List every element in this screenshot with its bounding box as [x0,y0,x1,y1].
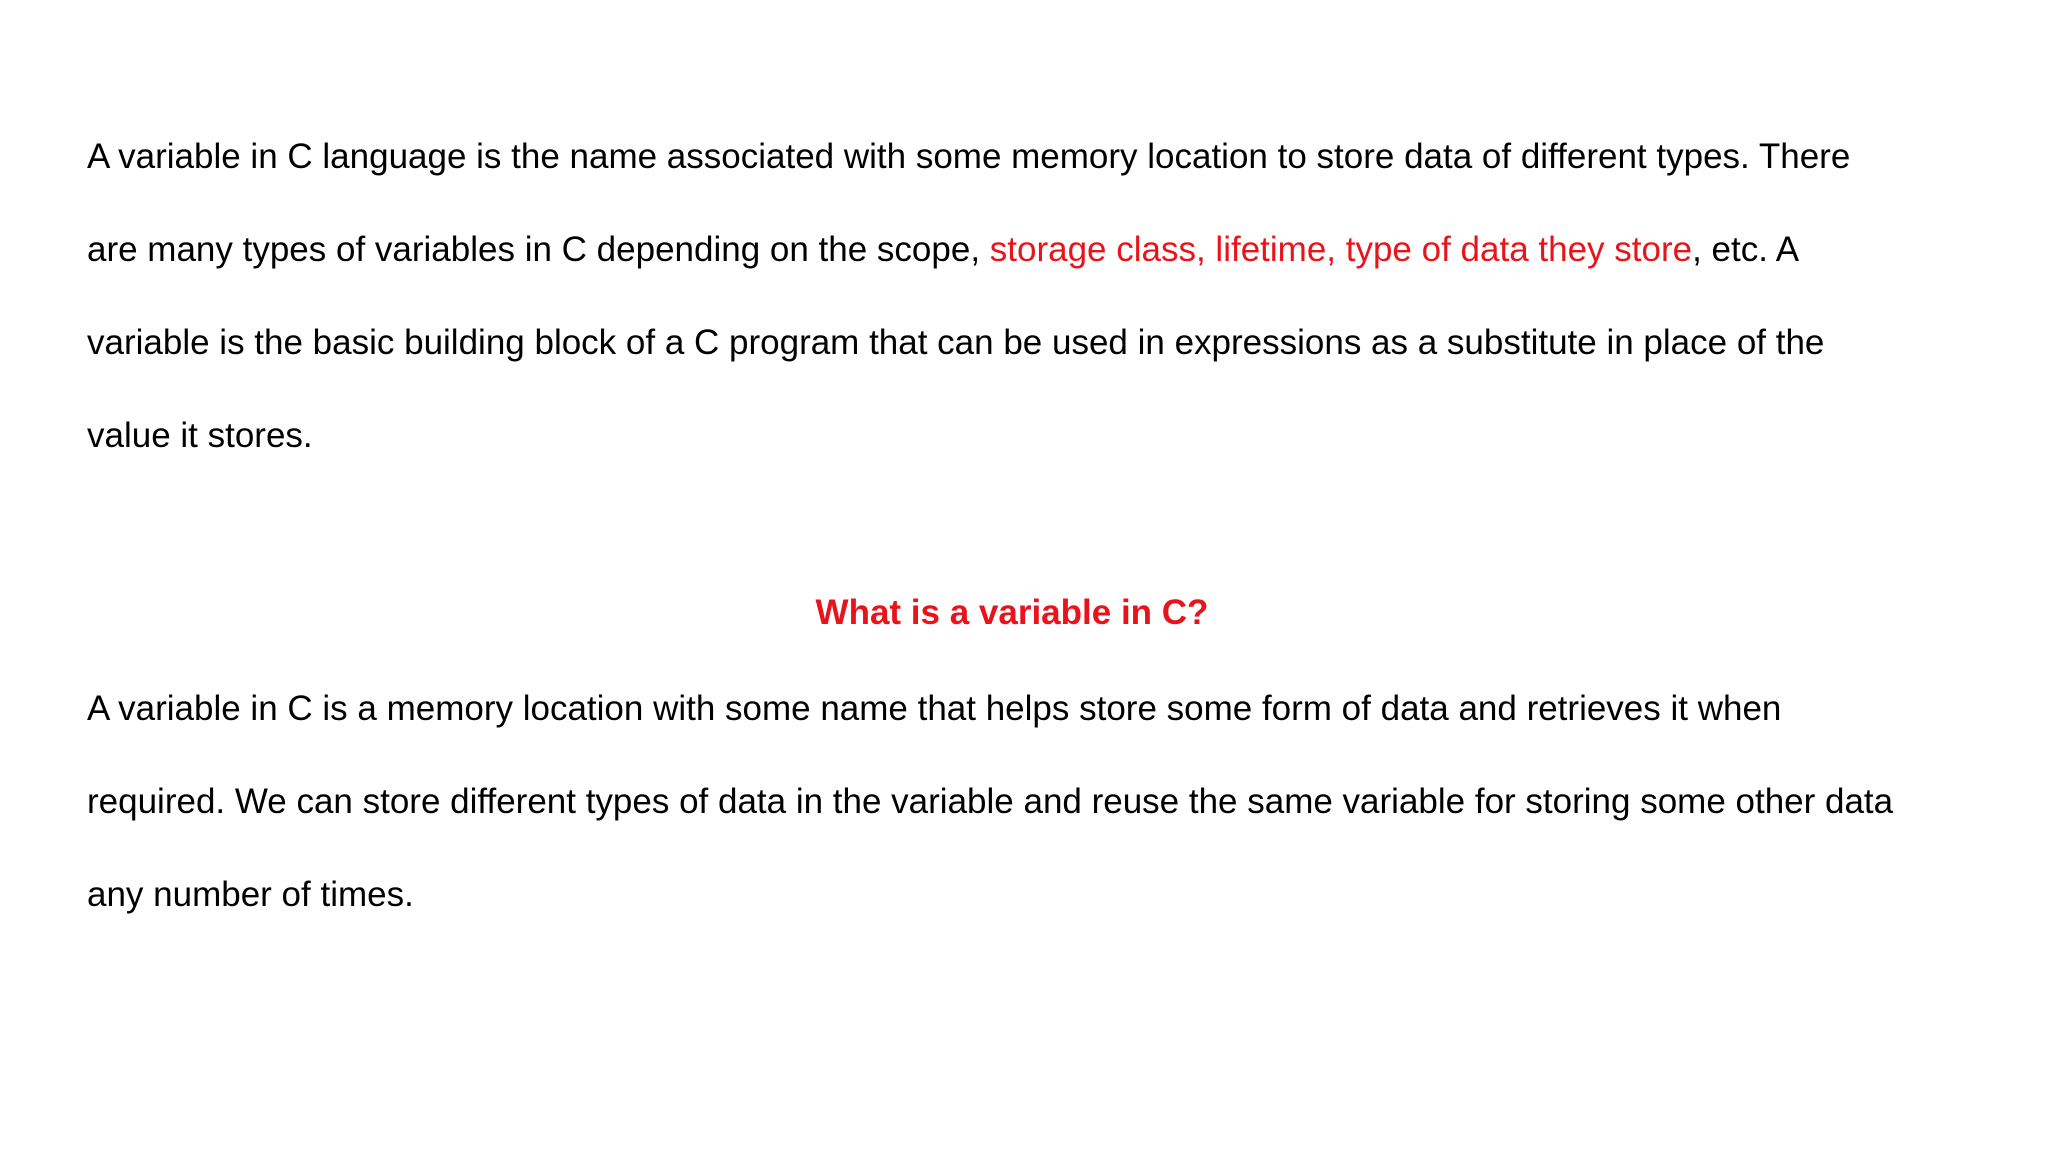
intro-line-3: variable is the basic building block of a C program that can be used in expressions as a substitute in place of the [87,323,1825,362]
intro-line-4: value it stores. [87,416,313,455]
section-heading: What is a variable in C? [815,593,1209,632]
intro-line-2-end: , etc. A [1692,230,1800,269]
highlighted-text: storage class, lifetime, type of data they store [989,230,1693,269]
definition-line-2: required. We can store different types of data in the variable and reuse the same variable for storing some other data [87,782,1894,821]
intro-paragraph [87,110,1987,482]
definition-paragraph [87,662,1987,941]
intro-line-1: A variable in C language is the name associated with some memory location to store data of different types. There [87,137,1851,176]
intro-line-2-start: are many types of variables in C depending on the scope, [87,230,990,269]
intro-line-2 [87,203,1987,296]
definition-line-3: any number of times. [87,875,414,914]
definition-line-1: A variable in C is a memory location with some name that helps store some form of data and retrieves it when [87,689,1782,728]
